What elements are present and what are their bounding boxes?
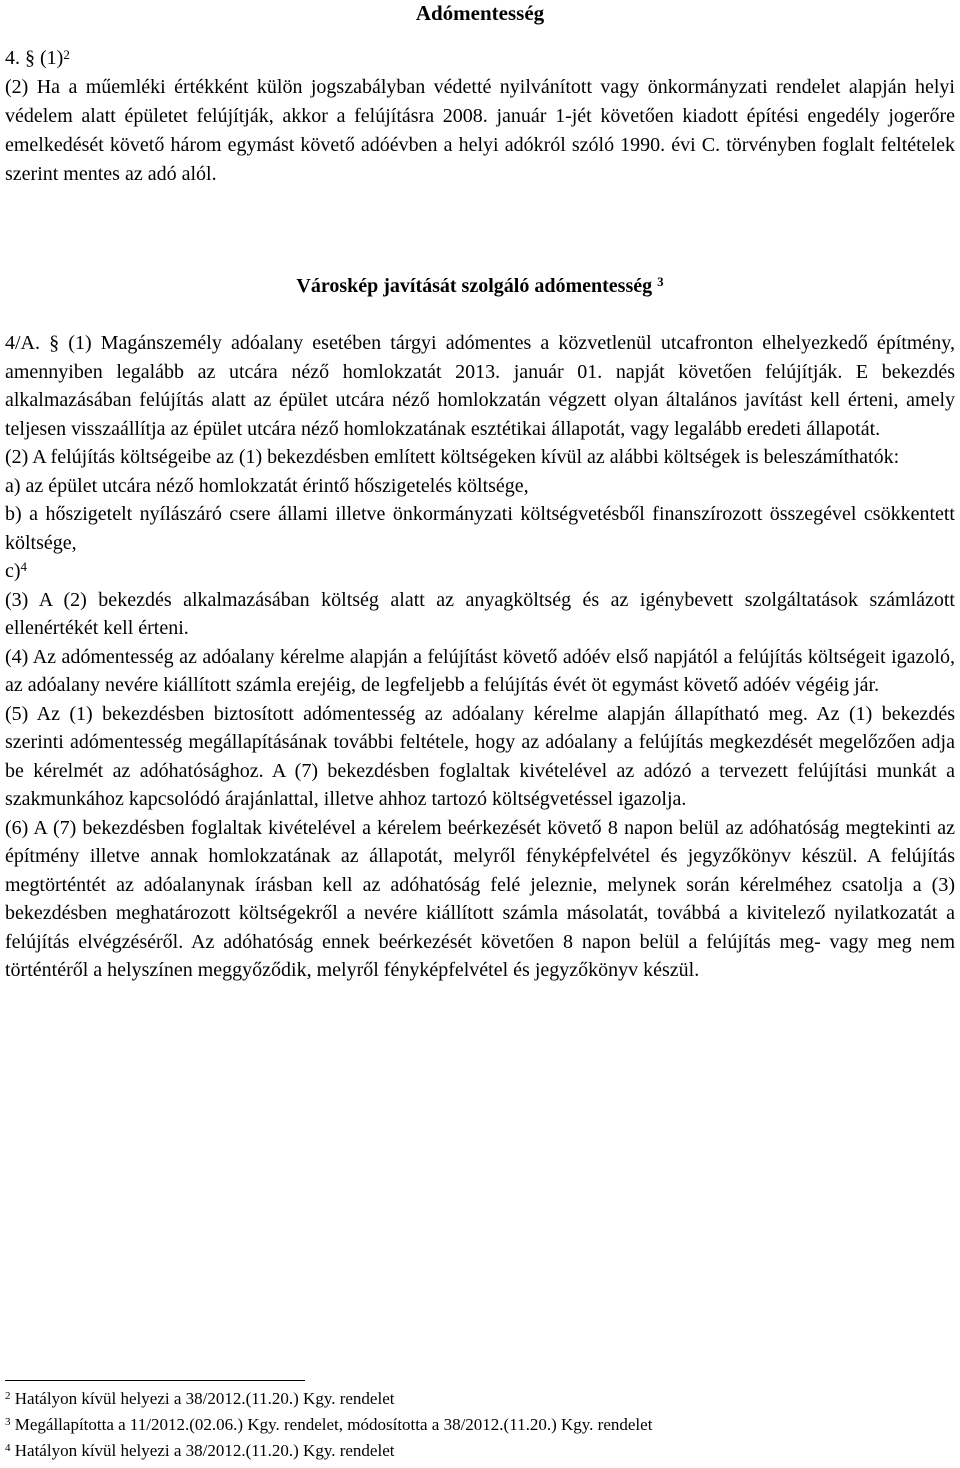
section-4a-item-b: b) a hőszigetelt nyílászáró csere állami illetve önkormányzati költségvetésből finanszírozott összegével csökkentett költsége,	[5, 503, 955, 554]
footnote-ref: 2	[63, 47, 70, 62]
section-4-label: 4. § $(1)^2$	[5, 47, 70, 69]
section-4	[5, 44, 955, 189]
footnote-2: $^2$ Hatályon kívül helyezi a 38/2012.(11.20.) Kgy. rendelet	[5, 1389, 395, 1408]
footnote-ref: 3	[657, 274, 664, 289]
section-4-paragraph-2: (2) Ha a műemléki értékként külön jogszabályban védetté nyilvánított vagy önkormányzati rendelet alapján helyi védelem alatt épületet felújítják, akkor a felújításra 2008. január 1-jét követően kiadott építési engedély jogerőre emelkedését követő három egymást követő adóévben a helyi adókról szóló 1990. évi C. törvényben foglalt feltételek szerint mentes az adó alól.	[5, 76, 955, 185]
section-4a	[5, 329, 955, 985]
footnote-separator	[5, 1380, 305, 1381]
section-4a-paragraph-3: (3) A (2) bekezdés alkalmazásában költség alatt az anyagköltség és az igénybevett szolgáltatások számlázott ellenértékét kell érteni.	[5, 588, 955, 639]
section-4a-paragraph-2: (2) A felújítás költségeibe az (1) bekezdésben említett költségeken kívül az alábbi költségek is beleszámíthatók:	[5, 446, 900, 468]
section-4a-paragraph-6: (6) A (7) bekezdésben foglaltak kivételével a kérelem beérkezését követő 8 napon belül az adóhatóság megtekinti az építmény illetve annak homlokzatának az állapotát, melyről fényképfelvétel és jegyzőkönyv készül. A felújítás megtörténtét az adóalanynak írásban kell az adóhatóság felé jeleznie, melynek során kérelméhez csatolja a (3) bekezdésben meghatározott költségekről a nevére kiállított számla másolatát, továbbá a kivitelező nyilatkozatát a felújítás elvégzéséről. Az adóhatóság ennek beérkezését követően 8 napon belül a felújítás meg- vagy meg nem történtéről a helyszínen meggyőződik, melyről fényképfelvétel és jegyzőkönyv készül.	[5, 816, 955, 981]
footnote-ref: 4	[20, 559, 28, 574]
section-4a-paragraph-5: (5) Az (1) bekezdésben biztosított adómentesség az adóalany kérelme alapján állapítható meg. Az (1) bekezdés szerinti adómentesség megállapításának további feltétele, hogy az adóalany a felújítás megkezdését megelőzően adja be kérelmét az adóhatósághoz. A (7) bekezdésben foglaltak kivételével az adózó a tervezett felújítási munkát a szakmunkához kapcsolódó árajánlattal, illetve ahhoz tartozó költségvetéssel igazolja.	[5, 702, 955, 810]
footnote-3: $^3$ Megállapította a 11/2012.(02.06.) Kgy. rendelet, módosította a 38/2012.(11.20.) Kgy. rendelet	[5, 1415, 653, 1434]
section-4a-item-c: c)$^4$	[5, 559, 28, 582]
section-4a-paragraph-1: 4/A. § (1) Magánszemély adóalany esetében tárgyi adómentes a közvetlenül utcafronton elhelyezkedő építmény, amennyiben legalább az utcára néző homlokzatát 2013. január 01. napját követően felújítják. E bekezdés alkalmazásában felújítás alatt az épület utcára néző homlokzatán végzett olyan általános javítást kell érteni, amely teljesen visszaállítja az épület utcára néző homlokzatának esztétikai állapotát, vagy legalább eredeti állapotát.	[5, 332, 955, 440]
section-4a-item-a: a) az épület utcára néző homlokzatát érintő hőszigetelés költsége,	[5, 474, 529, 497]
section-heading: Városkép javítását szolgáló adómentesség $^3$	[296, 274, 664, 297]
footnote-4: $^4$ Hatályon kívül helyezi a 38/2012.(11.20.) Kgy. rendelet	[5, 1441, 395, 1460]
page-title: Adómentesség	[415, 1, 545, 25]
section-4a-paragraph-4: (4) Az adómentesség az adóalany kérelme alapján a felújítást követő adóév első napjától a felújítás költségeit igazoló, az adóalany nevére kiállított számla erejéig, de legfeljebb a felújítás évét öt egymást követő adóév végéig jár.	[5, 645, 955, 696]
